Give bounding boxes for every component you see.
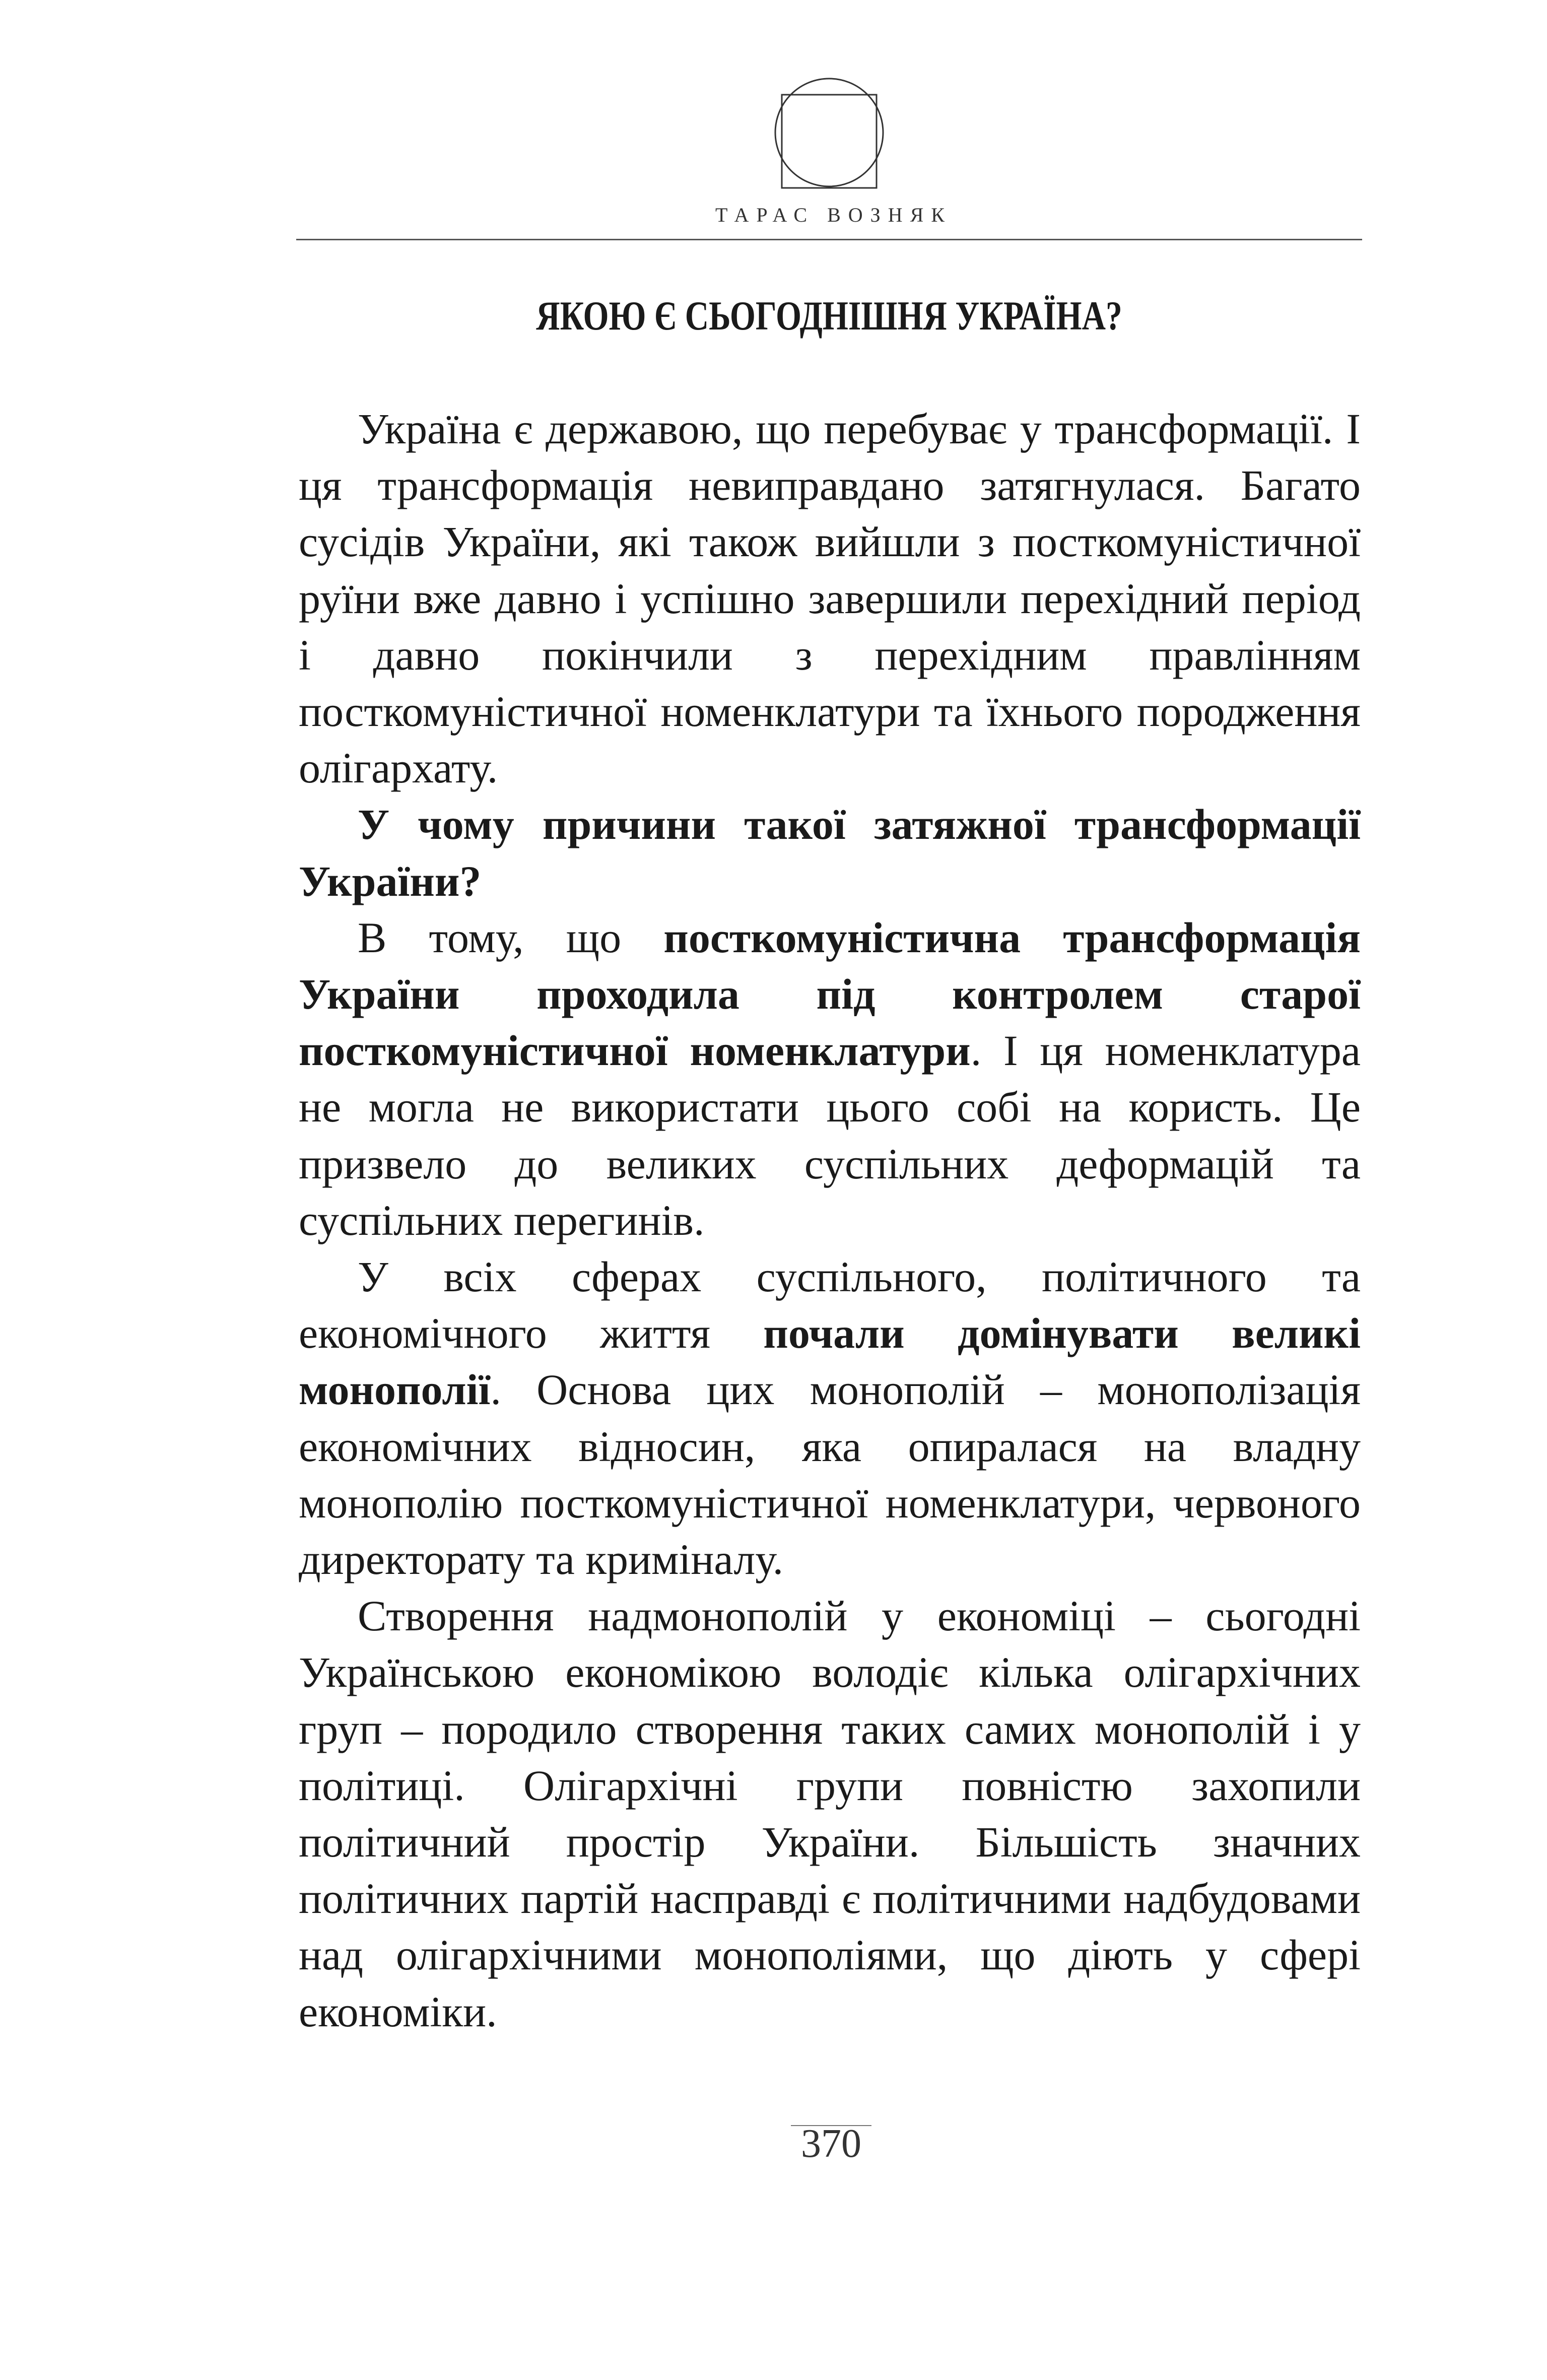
paragraph-text: У всіх сферах суспільного, політичного та економічного життя — [299, 1252, 1361, 1358]
bold-question: У чому причини такої затяжної трансформації України? — [299, 800, 1361, 905]
circle-square-emblem-icon — [771, 75, 887, 190]
running-head: ТАРАС ВОЗНЯК — [715, 204, 952, 226]
paragraph-text: . І ця номенклатура не могла не використати цього собі на користь. Це призвело до великих суспільних деформацій та суспільних перегинів. — [299, 1026, 1361, 1244]
bold-phrase: почали домінувати великі монополії — [299, 1309, 1361, 1414]
paragraph-text: В тому, що — [358, 913, 664, 962]
chapter-title: ЯКОЮ Є СЬОГОДНІШНЯ УКРАЇНА? — [536, 293, 1122, 339]
paragraph-question — [299, 796, 1361, 909]
header-divider — [296, 239, 1362, 240]
body-text — [299, 401, 1361, 2040]
page-number: 370 — [801, 2122, 861, 2166]
bold-phrase: посткомуністична трансформація України проходила під контролем старої посткомуністичної номенклатури — [299, 913, 1361, 1075]
paragraph — [299, 909, 1361, 1248]
paragraph — [299, 1248, 1361, 1588]
paragraph: Створення надмонополій у економіці – сьогодні Українською економікою володіє кілька олігархічних груп – породило створення таких самих монополій і у політиці. Олігархічні групи повністю захопили політичний простір України. Більшість значних політичних партій насправді є політичними надбудовами над олігархічними монополіями, що діють у сфері економіки. — [299, 1592, 1361, 2036]
paragraph-text: . Основа цих монополій – монополізація економічних відносин, яка опиралася на владну монополію посткомуністичної номенклатури, червоного директорату та криміналу. — [299, 1365, 1361, 1584]
paragraph: Україна є державою, що перебуває у трансформації. І ця трансформація невиправдано затягнулася. Багато сусідів України, які також вийшли з посткомуністичної руїни вже давно і успішно завершили перехідний період і давно покінчили з перехідним правлінням посткомуністичної номенклатури та їхнього породження олігархату. — [299, 405, 1361, 792]
